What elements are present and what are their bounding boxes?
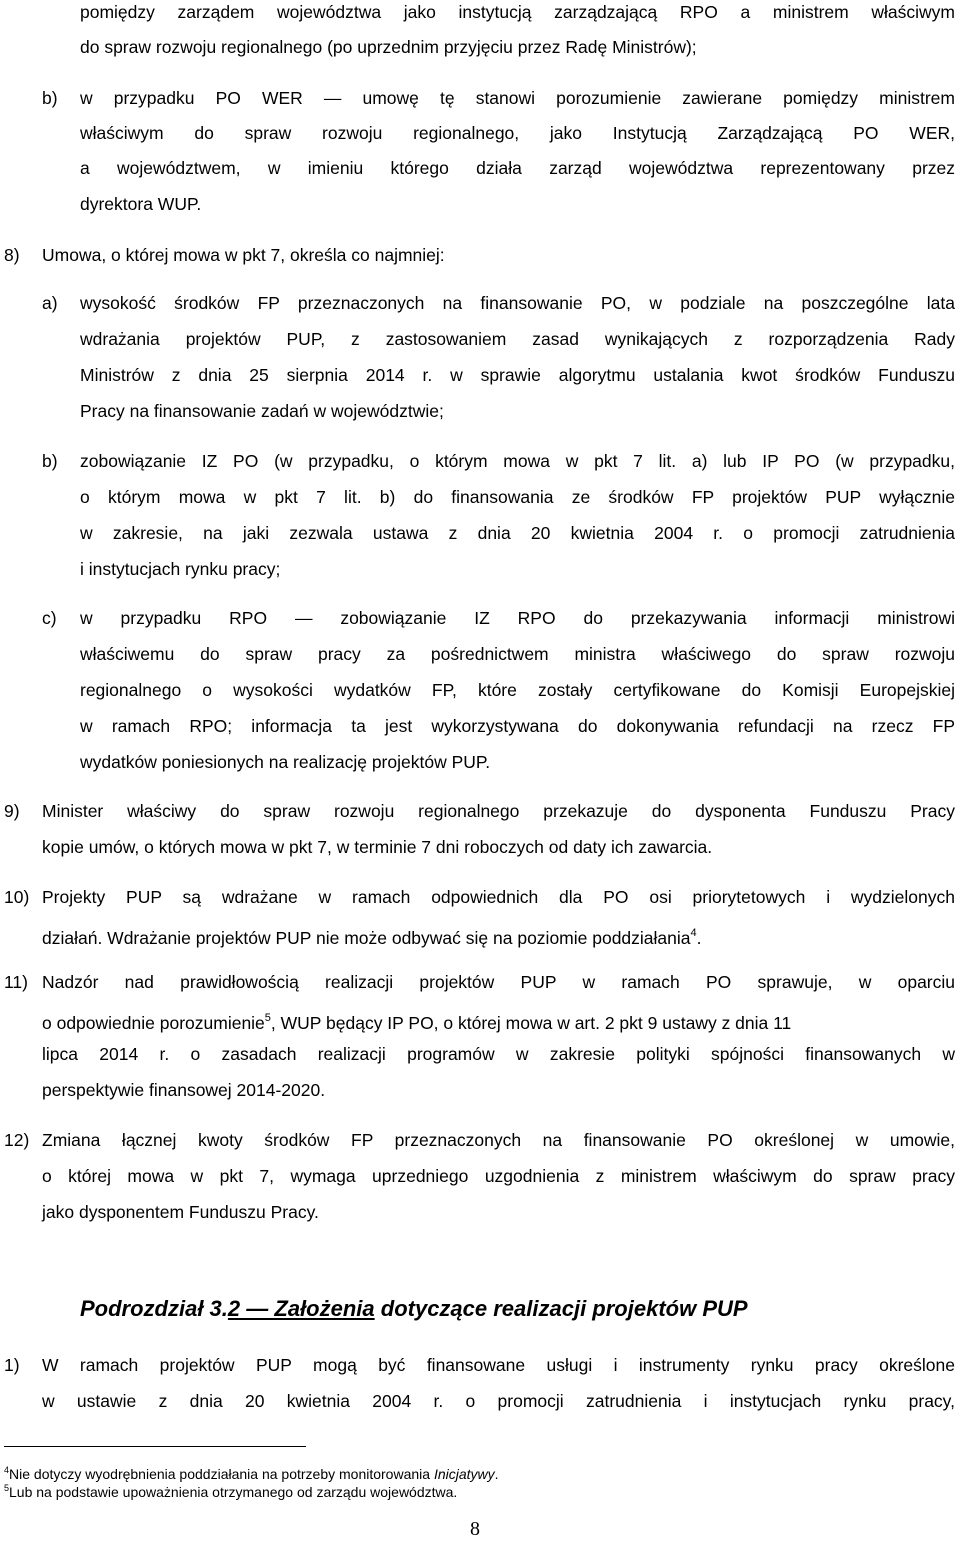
list-marker: b) [42,451,58,471]
list-marker: 12) [4,1130,30,1150]
text-line: Zmiana łącznej kwoty środków FP przeznaczonych na finansowanie PO określonej w umowie, [42,1130,955,1150]
text-line: jako dysponentem Funduszu Pracy. [42,1202,319,1222]
text-line: kopie umów, o których mowa w pkt 7, w terminie 7 dni roboczych od daty ich zawarcia. [42,837,713,857]
footnote-5: $^5$Lub na podstawie upoważnienia otrzymanego od zarządu województwa. [4,1483,458,1500]
footnote-4: $^4$Nie dotyczy wyodrębnienia poddziałania na potrzeby monitorowania Inicjatywy. [4,1465,499,1482]
text-line: wdrażania projektów PUP, z zastosowaniem zasad wynikających z rozporządzenia Rady [80,329,955,349]
text-line: pomiędzy zarządem województwa jako instytucją zarządzającą RPO a ministrem właściwym [80,2,955,22]
text-line: i instytucjach rynku pracy; [80,559,281,579]
footnote-ref[interactable]: 4 [690,927,697,939]
text-line: W ramach projektów PUP mogą być finansowane usługi i instrumenty rynku pracy określone [42,1355,955,1375]
text-line: wydatków poniesionych na realizację projektów PUP. [80,752,491,772]
list-marker: a) [42,293,58,313]
list-marker: 1) [4,1355,20,1375]
section-heading: Podrozdział 3.2 — Założenia dotyczące realizacji projektów PUP [80,1296,748,1321]
text-line: Nadzór nad prawidłowością realizacji projektów PUP w ramach PO sprawuje, w oparciu [42,972,955,992]
list-marker: c) [42,608,57,628]
footnote-separator [4,1446,306,1447]
text-line: do spraw rozwoju regionalnego (po uprzednim przyjęciu przez Radę Ministrów); [80,37,697,57]
text-line: właściwemu do spraw pracy za pośrednictwem ministra właściwego do spraw rozwoju [80,644,955,664]
text-line: Pracy na finansowanie zadań w województwie; [80,401,444,421]
list-marker: 10) [4,887,30,907]
list-marker: b) [42,88,58,108]
text-line: dyrektora WUP. [80,194,202,214]
text-line: zobowiązanie IZ PO (w przypadku, o którym mowa w pkt 7 lit. a) lub IP PO (w przypadku, [80,451,955,471]
text-line: w przypadku PO WER — umowę tę stanowi porozumienie zawierane pomiędzy ministrem [80,88,955,108]
text-line: działań. Wdrażanie projektów PUP nie może odbywać się na poziomie poddziałania$^4$. [42,927,702,948]
text-line: Ministrów z dnia 25 sierpnia 2014 r. w sprawie algorytmu ustalania kwot środków Funduszu [80,365,955,385]
text-line: w przypadku RPO — zobowiązanie IZ RPO do przekazywania informacji ministrowi [80,608,955,628]
list-marker: 8) [4,245,20,265]
page-number: 8 [470,1518,480,1540]
text-line: o którym mowa w pkt 7 lit. b) do finansowania ze środków FP projektów PUP wyłącznie [80,487,955,507]
text-line: w ustawie z dnia 20 kwietnia 2004 r. o promocji zatrudnienia i instytucjach rynku pracy, [42,1391,955,1411]
text-line: perspektywie finansowej 2014-2020. [42,1080,326,1100]
text-line: Umowa, o której mowa w pkt 7, określa co najmniej: [42,245,445,265]
text-line: lipca 2014 r. o zasadach realizacji programów w zakresie polityki spójności finansowanych w [42,1044,955,1064]
text-line: wysokość środków FP przeznaczonych na finansowanie PO, w podziale na poszczególne lata [80,293,955,313]
text-line: a województwem, w imieniu którego działa zarząd województwa reprezentowany przez [80,158,955,178]
text-line: Minister właściwy do spraw rozwoju regionalnego przekazuje do dysponenta Funduszu Pracy [42,801,955,821]
list-marker: 9) [4,801,20,821]
text-line: regionalnego o wysokości wydatków FP, które zostały certyfikowane do Komisji Europejskiej [80,680,955,700]
list-marker: 11) [4,972,28,992]
text-line: o odpowiednie porozumienie$^5$, WUP będący IP PO, o której mowa w art. 2 pkt 9 ustawy z dnia 11 [42,1012,792,1033]
text-line: o której mowa w pkt 7, wymaga uprzedniego uzgodnienia z ministrem właściwym do spraw pracy [42,1166,955,1186]
text-line: w zakresie, na jaki zezwala ustawa z dnia 20 kwietnia 2004 r. o promocji zatrudnienia [80,523,955,543]
text-line: Projekty PUP są wdrażane w ramach odpowiednich dla PO osi priorytetowych i wydzielonych [42,887,955,907]
footnote-ref[interactable]: 5 [264,1012,271,1024]
text-line: w ramach RPO; informacja ta jest wykorzystywana do dokonywania refundacji na rzecz FP [80,716,955,736]
text-line: właściwym do spraw rozwoju regionalnego, jako Instytucją Zarządzającą PO WER, [80,123,955,143]
